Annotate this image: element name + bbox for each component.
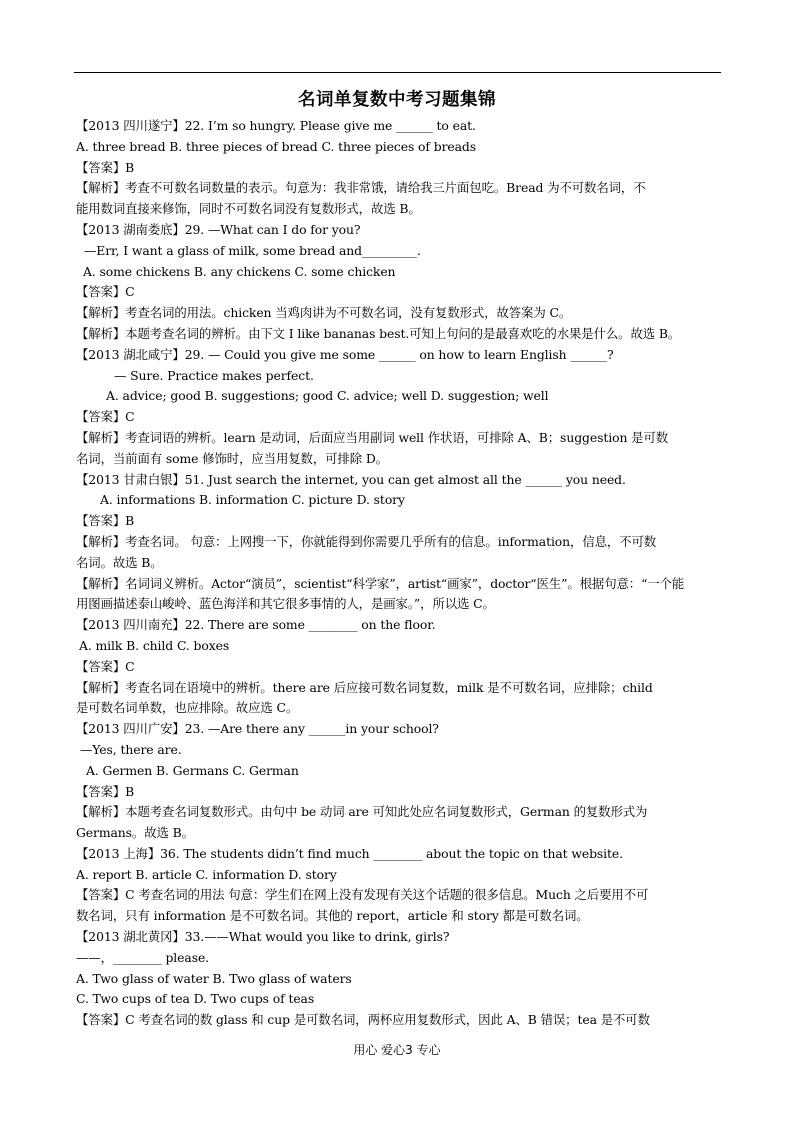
text-line: 【解析】考查不可数名词数量的表示。句意为：我非常饿，请给我三片面包吃。Bread 为不可数名词，不 — [76, 180, 646, 196]
text-line: A. milk B. child C. boxes — [79, 637, 230, 653]
text-line: 【答案】C 考查名词的数 glass 和 cup 是可数名词，两杯应用复数形式，因此 A、B 错误；tea 是不可数 — [76, 1012, 650, 1028]
page-title: 名词单复数中考习题集锦 — [298, 90, 496, 110]
text-line: 【2013 湖北黄冈】33.——What would you like to drink, girls? — [76, 929, 450, 945]
document-body — [76, 116, 721, 1031]
text-line: 【答案】C — [76, 284, 135, 300]
text-line: C. Two cups of tea D. Two cups of teas — [76, 991, 315, 1007]
text-line: 【2013 四川南充】22. There are some ________ on the floor. — [76, 617, 436, 633]
page-footer: 用心 爱心3 专心 — [353, 1043, 441, 1057]
text-line: — Sure. Practice makes perfect. — [114, 367, 314, 383]
text-line: 用图画描述泰山峻岭、蓝色海洋和其它很多事情的人，是画家。”，所以选 C。 — [76, 596, 495, 612]
text-line: 【答案】B — [76, 783, 135, 799]
text-line: A. Germen B. Germans C. German — [86, 762, 299, 778]
text-line: 【答案】B — [76, 159, 135, 175]
text-line: A. three bread B. three pieces of bread C. three pieces of breads — [76, 138, 477, 154]
text-line: 是可数名词单数，也应排除。故应选 C。 — [76, 700, 299, 716]
text-line: 【2013 四川广安】23. —Are there any ______in your school? — [76, 721, 439, 737]
text-line: 【答案】C — [76, 409, 135, 425]
text-line: A. informations B. information C. picture D. story — [100, 492, 405, 508]
text-line: 【解析】本题考查名词复数形式。由句中 be 动词 are 可知此处应名词复数形式，German 的复数形式为 — [76, 804, 648, 820]
text-line: 名词。故选 B。 — [76, 554, 163, 570]
text-line: 【2013 湖北咸宁】29. — Could you give me some ______ on how to learn English ______? — [76, 346, 614, 362]
text-line: A. Two glass of water B. Two glass of waters — [76, 970, 352, 986]
text-line: 【解析】考查名词在语境中的辨析。there are 后应接可数名词复数，milk 是不可数名词，应排除；child — [76, 679, 653, 695]
text-line: —Err, I want a glass of milk, some bread and_________. — [84, 242, 421, 258]
text-line: 【2013 四川遂宁】22. I’m so hungry. Please give me ______ to eat. — [76, 118, 476, 133]
text-line: —Yes, there are. — [80, 741, 182, 757]
text-line: Germans。故选 B。 — [76, 825, 194, 841]
text-line: 数名词，只有 information 是不可数名词。其他的 report，article 和 story 都是可数名词。 — [76, 908, 589, 924]
text-line: 能用数词直接来修饰，同时不可数名词没有复数形式，故选 B。 — [76, 201, 421, 217]
text-line: 【2013 甘肃白银】51. Just search the internet, you can get almost all the ______ you need. — [76, 471, 626, 487]
text-line: ——，________ please. — [76, 949, 210, 965]
text-line: 【答案】B — [76, 513, 135, 529]
text-line: 【答案】C 考查名词的用法 句意：学生们在网上没有发现有关这个话题的很多信息。Much 之后要用不可 — [76, 887, 649, 903]
text-line: 【解析】考查名词。 句意：上网搜一下，你就能得到你需要几乎所有的信息。information，信息，不可数 — [76, 533, 657, 549]
text-line: A. advice; good B. suggestions; good C. advice; well D. suggestion; well — [106, 388, 549, 404]
text-line: 名词，当前面有 some 修饰时，应当用复数，可排除 D。 — [76, 450, 388, 466]
text-line: A. report B. article C. information D. story — [76, 866, 337, 882]
text-line: 【答案】C — [76, 658, 135, 674]
text-line: A. some chickens B. any chickens C. some chicken — [83, 263, 396, 279]
text-line: 【2013 湖南娄底】29. —What can I do for you? — [76, 221, 361, 237]
text-line: 【解析】考查词语的辨析。learn 是动词，后面应当用副词 well 作状语，可排除 A、B；suggestion 是可数 — [76, 429, 669, 445]
header-rule — [74, 72, 721, 73]
text-line: 【解析】名词词义辨析。Actor“演员”，scientist“科学家”，artist“画家”，doctor“医生”。根据句意：“一个能 — [76, 575, 685, 591]
text-line: 【解析】考查名词的用法。chicken 当鸡肉讲为不可数名词，没有复数形式，故答案为 C。 — [76, 305, 572, 321]
text-line: 【2013 上海】36. The students didn’t find much ________ about the topic on that website. — [76, 845, 623, 861]
text-line: 【解析】本题考查名词的辨析。由下文 I like bananas best.可知上句问的是最喜欢吃的水果是什么。故选 B。 — [76, 325, 681, 341]
